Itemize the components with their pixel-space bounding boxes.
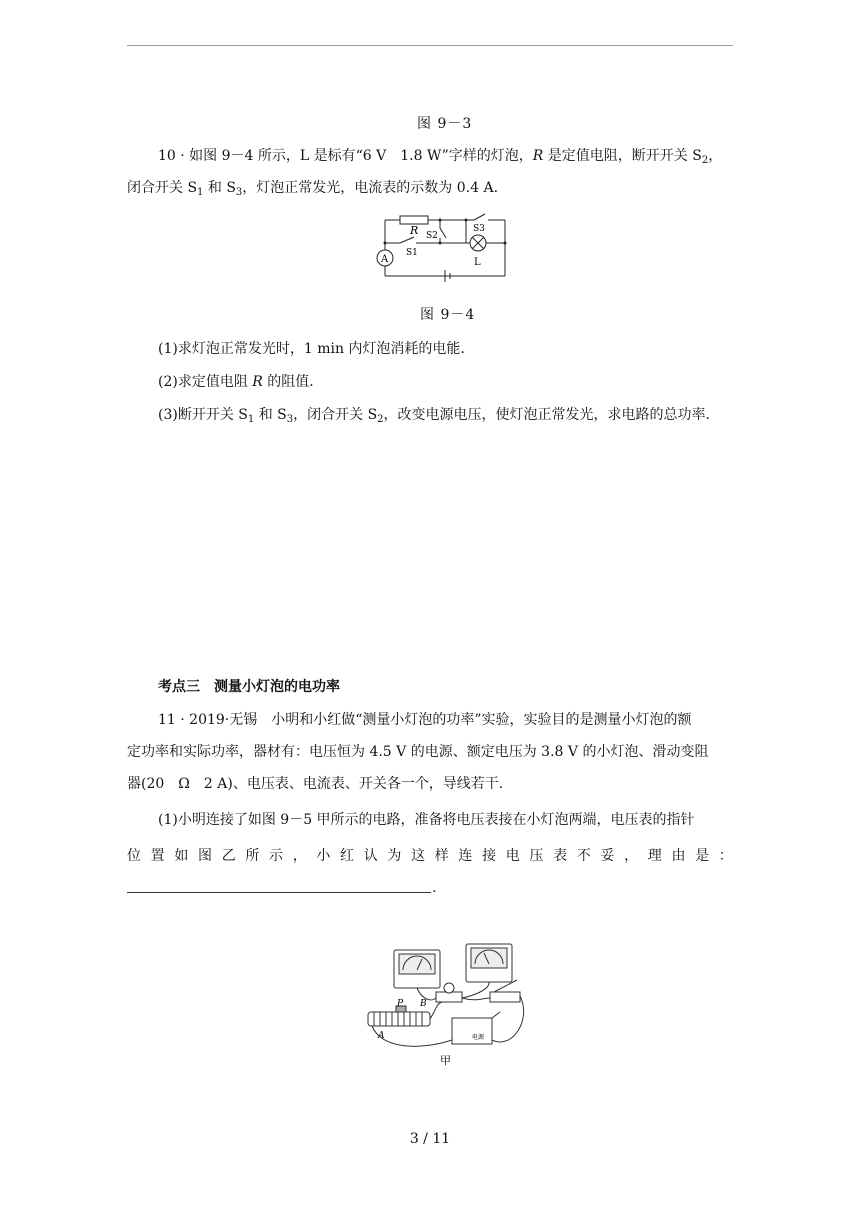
question-10-part-3: (3)断开开关 $S_1$ 和 $S_3$，闭合开关 $S_2$，改变电源电压，使灯泡正常发光，求电路的总功率. [158,407,710,425]
circuit-label-s3: S3 [473,224,485,234]
rheostat-label-a: A [378,1031,385,1041]
circuit-label-lamp: L [474,257,481,268]
question-10-part-2: (2)求定值电阻 R 的阻值. [158,374,314,390]
circuit-label-s2: S2 [426,231,438,241]
circuit-diagram-9-4 [370,210,520,290]
circuit-label-s1: S1 [406,248,418,258]
circuit-label-r: R [410,224,419,237]
question-11-line-1: 11 · 2019·无锡 小明和小红做“测量小灯泡的功率”实验，实验目的是测量小灯泡的额 [158,712,692,728]
section-heading: 考点三 测量小灯泡的电功率 [158,679,340,695]
question-11-part-1-line-2: 位 置 如 图 乙 所 示 ， 小 红 认 为 这 样 连 接 电 压 表 不 妥 ， 理 由 是 ： [127,848,733,864]
figure-9-3-caption: 图 9－3 [417,116,473,132]
circuit-label-ammeter: A [381,254,389,265]
header-rule [127,45,733,46]
power-supply-label: 电源 [472,1034,485,1041]
question-11-line-2: 定功率和实际功率，器材有：电压恒为 4.5 V 的电源、额定电压为 3.8 V 的小灯泡、滑动变阻 [127,744,709,760]
rheostat-label-b: B [420,999,427,1009]
question-10-line-1: 10 · 如图 9－4 所示，L 是标有“6 V 1.8 W”字样的灯泡，R 是定值电阻，断开开关 $S_2$， [158,148,723,166]
question-11-part-1-line-1: (1)小明连接了如图 9－5 甲所示的电路，准备将电压表接在小灯泡两端，电压表的指针 [158,812,695,828]
question-11-line-3: 器(20 Ω 2 A)、电压表、电流表、开关各一个，导线若干. [127,776,504,792]
apparatus-figure-9-5 [362,940,532,1070]
figure-jia-caption: 甲 [440,1054,451,1067]
answer-blank-period: . [432,880,437,896]
question-10-part-1: (1)求灯泡正常发光时，1 min 内灯泡消耗的电能. [158,341,465,357]
figure-9-4-caption: 图 9－4 [420,307,476,323]
rheostat-label-p: P [397,999,404,1009]
answer-blank[interactable] [127,892,431,893]
question-10-line-2: 闭合开关 $S_1$ 和 $S_3$，灯泡正常发光，电流表的示数为 0.4 A. [127,180,499,198]
page-number: 3 / 11 [409,1131,451,1147]
